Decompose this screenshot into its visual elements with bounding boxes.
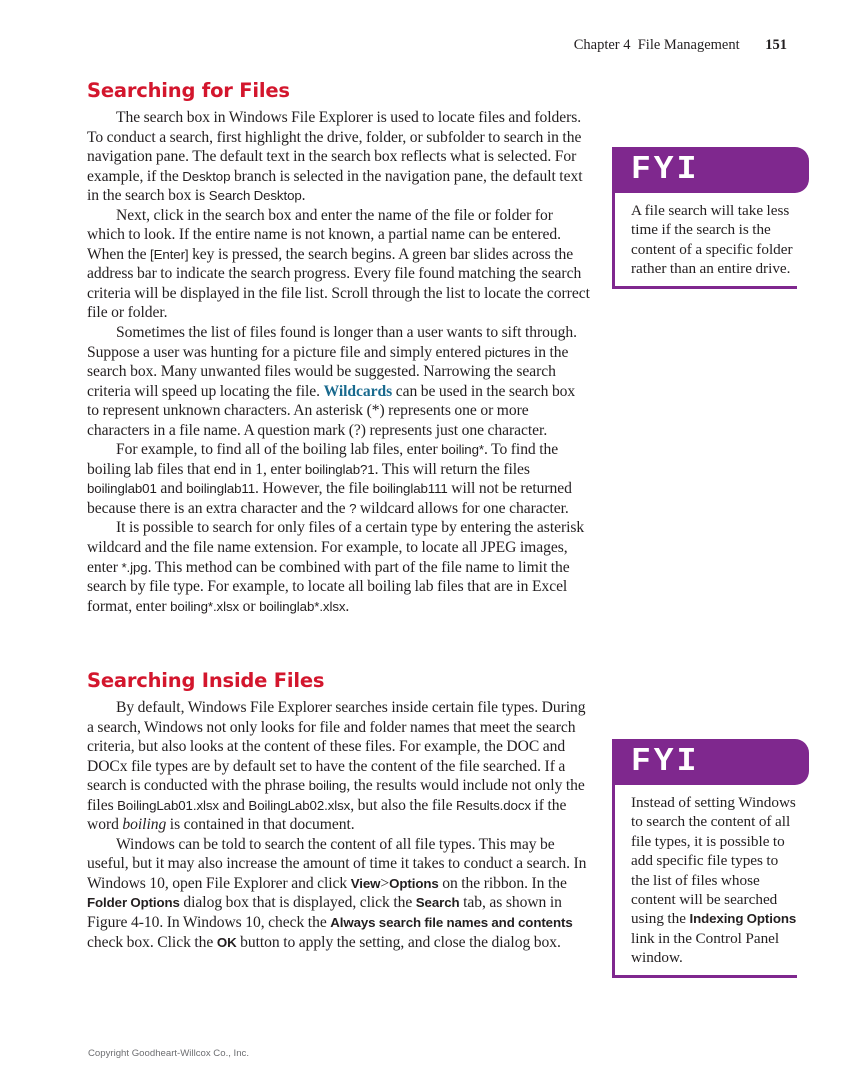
- section-searching-for-files-body: [87, 108, 590, 616]
- text: For example, to find all of the boiling lab files, enter: [116, 441, 442, 459]
- ui-term: ?: [349, 500, 357, 516]
- text: is contained in that document.: [166, 816, 355, 834]
- ui-term: boiling*.xlsx: [170, 598, 240, 614]
- section-heading-searching-for-files: Searching for Files: [87, 79, 290, 102]
- running-head: [574, 37, 787, 54]
- text: can be used in the search box to represent unknown characters. An asterisk (*) represents one or more characters in a file name. A question mark (?) represents just one character.: [87, 382, 576, 439]
- paragraph: [87, 835, 590, 952]
- ui-term: pictures: [484, 344, 531, 360]
- text: The search box in Windows File Explorer is used to locate files and folders. To conduct a search, first highlight the drive, folder, or subfolder to search in the navigation pane. The default text in the search box reflects what is selected. For example, if the: [87, 109, 582, 185]
- paragraph: [87, 518, 590, 616]
- ui-term-bold: Folder Options: [87, 895, 180, 911]
- ui-term: BoilingLab02.xlsx: [248, 797, 351, 813]
- text: will not be returned because there is an extra character and the: [87, 480, 572, 517]
- ui-term: Desktop: [182, 168, 231, 184]
- text: Sometimes the list of files found is longer than a user wants to sift through. Suppose a user was hunting for a picture file and simply entered: [87, 324, 577, 361]
- text: Windows can be told to search the content of all file types. This may be useful, but it may also increase the amount of time it takes to conduct a search. In Windows 10, open File Explorer and click: [87, 835, 587, 892]
- ui-term: BoilingLab01.xlsx: [117, 797, 219, 813]
- emphasis: boiling: [122, 816, 167, 834]
- ui-term: Search Desktop: [208, 188, 302, 204]
- ui-term-bold: OK: [216, 934, 237, 950]
- paragraph: [87, 440, 590, 518]
- text: Next, click in the search box and enter the name of the file or folder for which to look. If the entire name is not known, a partial name can be entered. When the: [87, 206, 561, 263]
- fyi-title: FYI: [631, 743, 700, 780]
- section-searching-inside-files-body: [87, 698, 590, 952]
- text: It is possible to search for only files of a certain type by entering the asterisk wildcard and the file name extension. For example, to locate all JPEG images, enter: [87, 519, 585, 576]
- ui-term: boilinglab*.xlsx: [259, 598, 346, 614]
- paragraph: [87, 108, 590, 206]
- fyi-box-1: [612, 147, 809, 289]
- text: dialog box that is displayed, click the: [179, 894, 416, 912]
- text: .: [301, 187, 306, 205]
- text: and: [156, 480, 187, 498]
- text: Instead of setting Windows to search the content of all file types, it is possible to add specific file types to the list of files whose content will be searched using the: [631, 794, 796, 928]
- paragraph: [87, 206, 590, 323]
- text: . This will return the files: [374, 460, 530, 478]
- text: key is pressed, the search begins. A green bar slides across the address bar to indicate the search progress. Every file found matching the search criteria will be displayed in the file list. Scroll through the list to locate the correct file or folder.: [87, 245, 590, 322]
- section-heading-searching-inside-files: Searching Inside Files: [87, 669, 325, 692]
- text: . This method can be combined with part of the file name to limit the search by file type. For example, to locate all boiling lab files that are in Excel format, enter: [87, 558, 570, 615]
- ui-term: boiling*: [441, 442, 484, 458]
- text: wildcard allows for one character.: [356, 499, 569, 517]
- text: or: [239, 597, 260, 615]
- text: button to apply the setting, and close the dialog box.: [236, 933, 561, 951]
- page-number: 151: [765, 37, 787, 53]
- text: >: [380, 874, 390, 892]
- ui-term-bold: View: [350, 875, 381, 891]
- copyright-footer: Copyright Goodheart-Willcox Co., Inc.: [88, 1048, 250, 1059]
- ui-term: [Enter]: [150, 246, 189, 262]
- text: .: [345, 597, 350, 615]
- chapter-title: Chapter 4 File Management: [573, 37, 740, 53]
- text: on the ribbon. In the: [438, 874, 567, 892]
- paragraph: [87, 698, 590, 835]
- text: check box. Click the: [87, 933, 217, 951]
- fyi-header: [612, 147, 809, 193]
- ui-term-bold: Search: [415, 895, 460, 911]
- ui-term-bold: Always search file names and contents: [330, 915, 573, 931]
- text: tab, as shown in Figure 4-10. In Windows 10, check the: [87, 894, 562, 932]
- ui-term-bold: Options: [389, 875, 439, 891]
- fyi-box-2: [612, 739, 809, 978]
- text: A file search will take less time if the search is the content of a specific folder rather than an entire drive.: [631, 202, 793, 278]
- text: , the results would include not only the files: [87, 777, 585, 814]
- text: . To find the boiling lab files that end in 1, enter: [87, 441, 559, 478]
- fyi-header: [612, 739, 809, 785]
- fyi-title: FYI: [631, 151, 700, 188]
- text: in the search box. Many unwanted files would be suggested. Narrowing the search criteria will speed up locating the file.: [87, 343, 569, 400]
- key-term-wildcards: Wildcards: [323, 382, 393, 400]
- text: By default, Windows File Explorer searches inside certain file types. During a search, Windows not only looks for file and folder names that meet the search criteria, but also looks at the content of these files. For example, the DOC and DOCx file types are by default set to have the content of the file searched. If a search is conducted with the phrase: [87, 699, 586, 795]
- paragraph: [87, 323, 590, 440]
- ui-term: boilinglab111: [372, 481, 448, 497]
- ui-term: *.jpg: [121, 559, 148, 575]
- text: . However, the file: [255, 480, 373, 498]
- text: and: [218, 796, 249, 814]
- ui-term: boilinglab01: [87, 481, 157, 497]
- ui-term-bold: Indexing Options: [689, 911, 797, 927]
- fyi-body: [612, 193, 797, 289]
- fyi-body: [612, 785, 797, 978]
- ui-term: boilinglab?1: [304, 461, 375, 477]
- ui-term: Results.docx: [456, 797, 531, 813]
- text: branch is selected in the navigation pane, the default text in the search box is: [87, 167, 583, 205]
- text: if the word: [87, 796, 567, 834]
- text: , but also the file: [350, 796, 456, 814]
- ui-term: boiling: [308, 778, 347, 794]
- text: link in the Control Panel window.: [631, 929, 780, 967]
- ui-term: boilinglab11: [186, 481, 256, 497]
